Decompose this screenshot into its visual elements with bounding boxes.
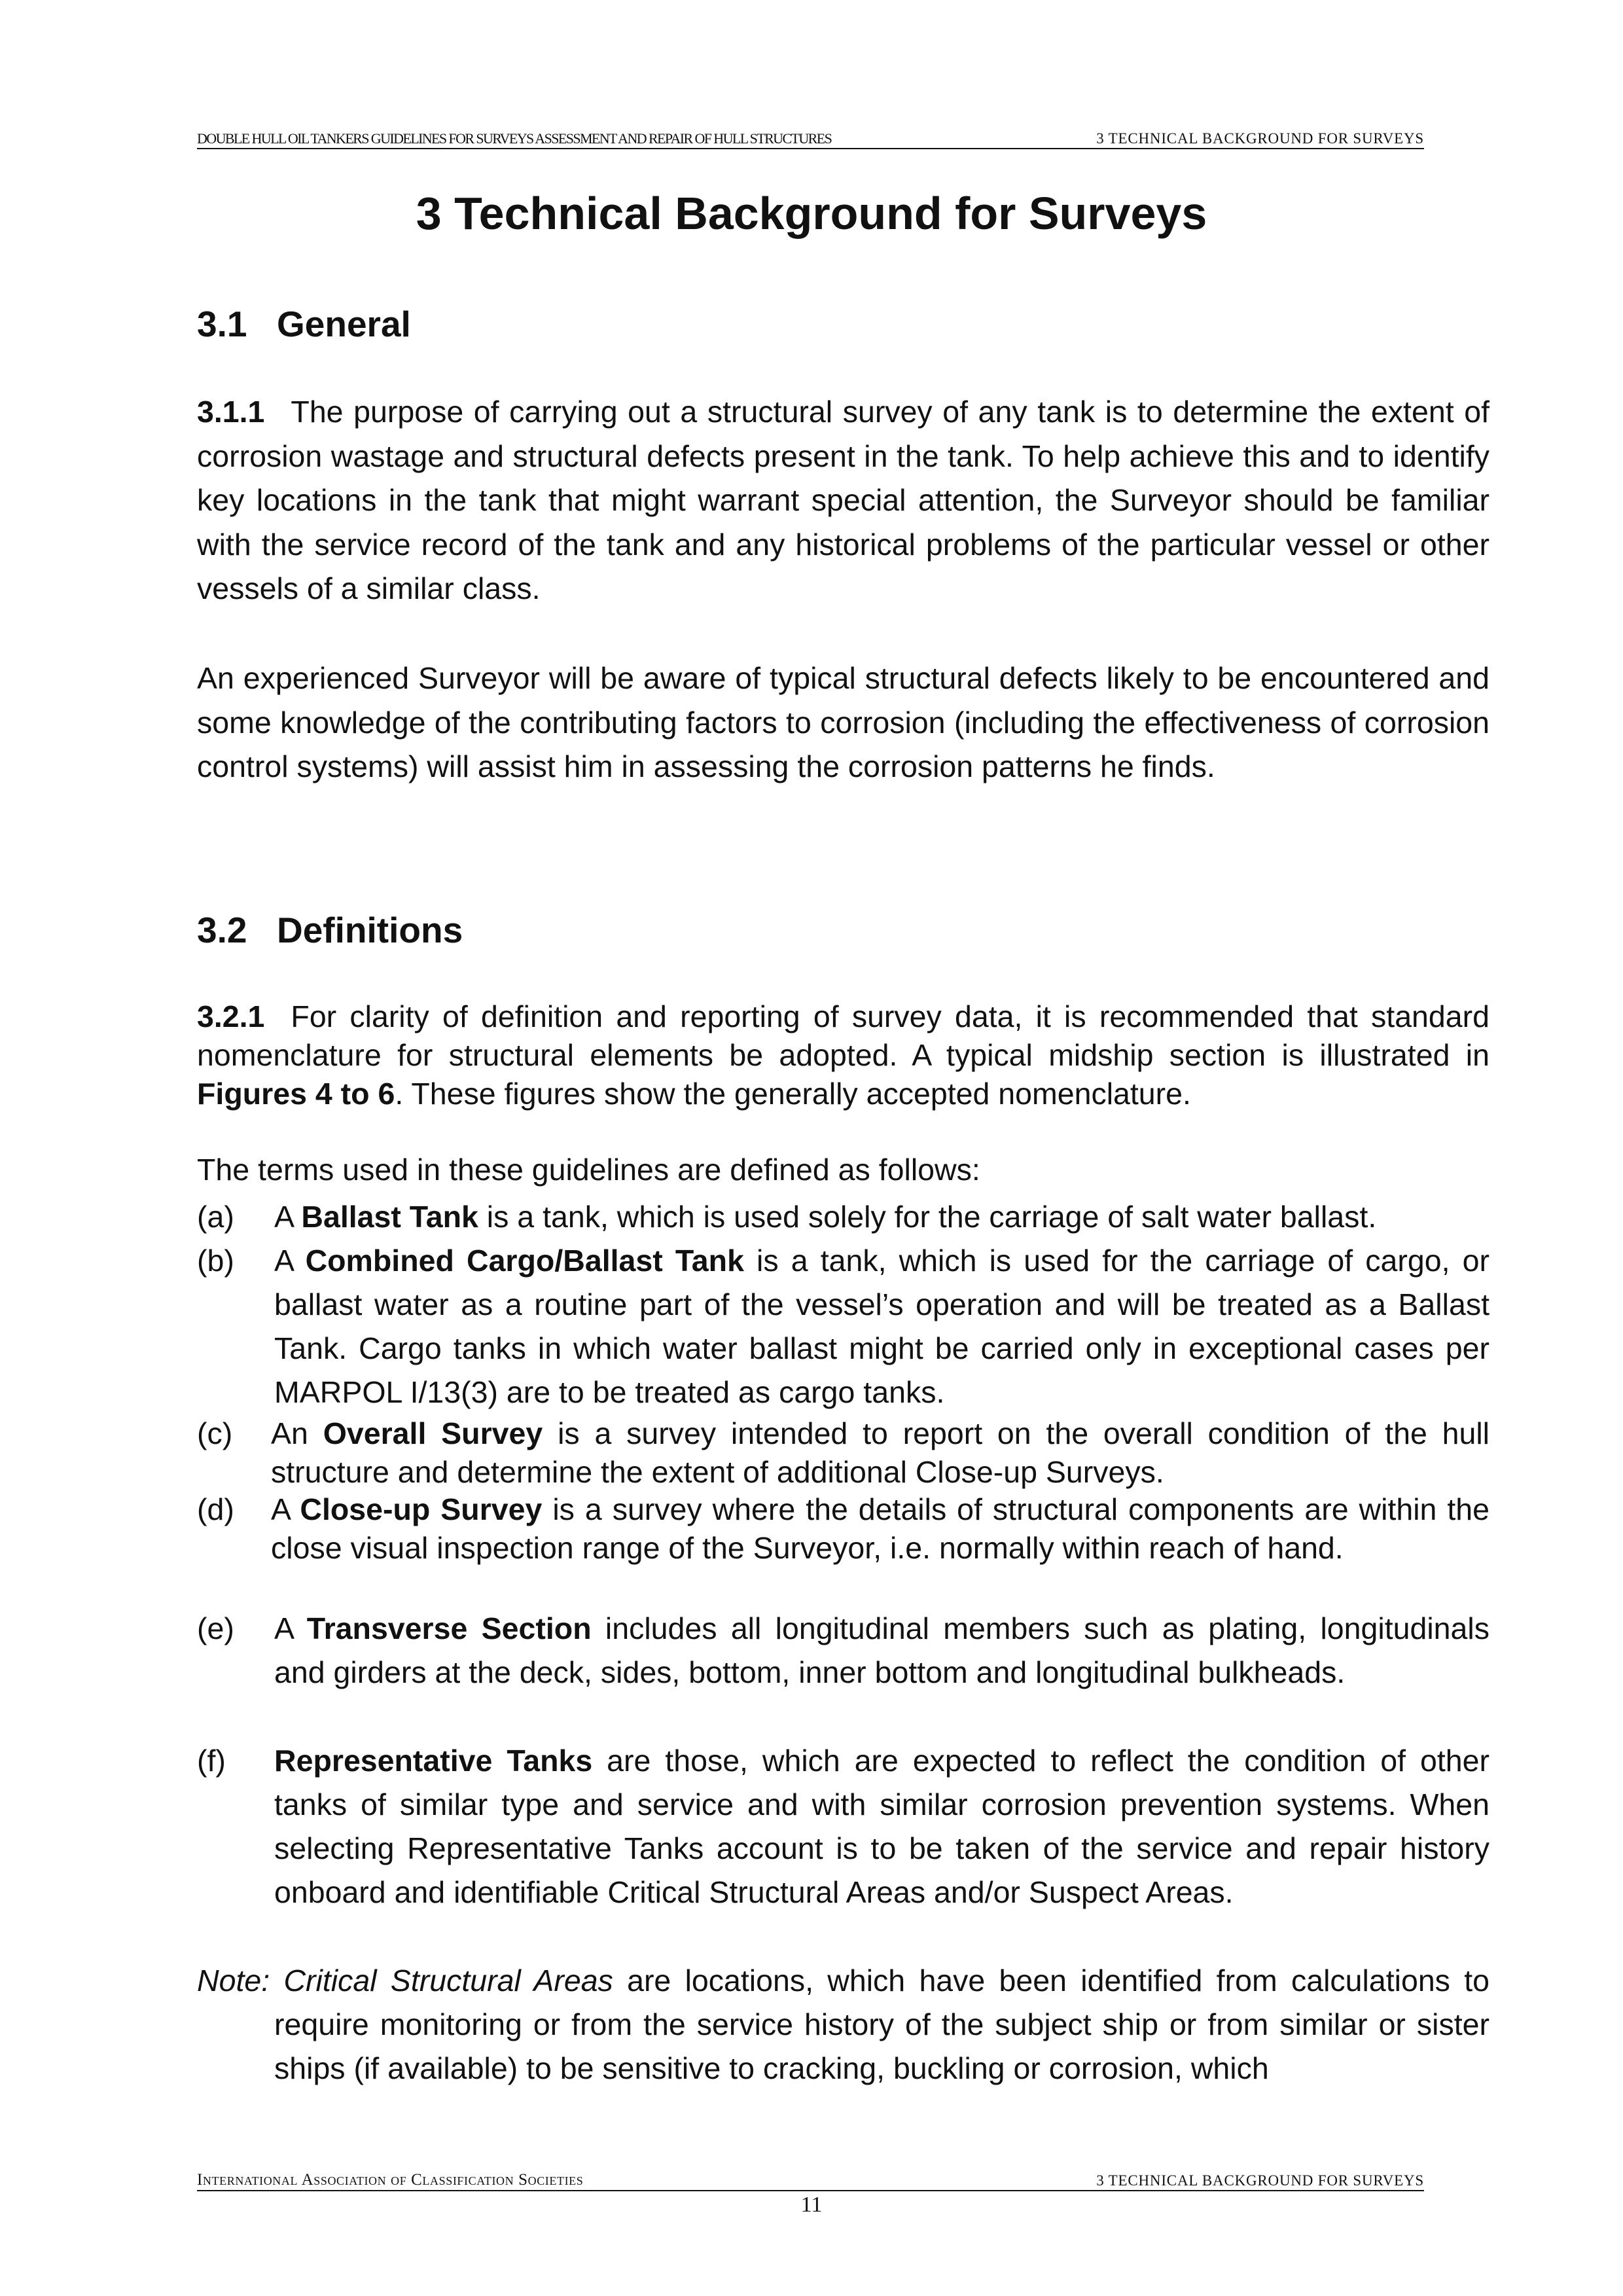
definition-label: (a)	[197, 1200, 234, 1234]
definition-text: are those, which are expected to reflect the condition of other tanks of similar type and service and with similar corrosion prevention systems. When selecting Representative Tanks account is to be taken of the service and repair history onboard and identifiable Critical Structural Areas and/or Suspect Areas.	[274, 1744, 1489, 1909]
section-number: 3.1	[197, 304, 247, 344]
footer-organization: International Association of Classification Societies	[197, 2171, 584, 2189]
definition-label: (d)	[197, 1492, 234, 1526]
section-heading-general	[197, 306, 411, 342]
definition-text: is a survey where the details of structural components are within the close visual inspection range of the Surveyor, i.e. normally within reach of hand.	[271, 1492, 1489, 1565]
definition-term: Representative Tanks	[274, 1744, 593, 1778]
definition-term: Transverse Section	[306, 1611, 592, 1645]
paragraph-text: For clarity of definition and reporting of survey data, it is recommended that standard nomenclature for structural elements be adopted. A typical midship section is illustrated in	[197, 999, 1489, 1072]
definition-label: (e)	[197, 1611, 234, 1645]
paragraph-text-end: . These figures show the generally accepted nomenclature.	[395, 1077, 1191, 1111]
paragraph-number: 3.2.1	[197, 999, 265, 1033]
paragraph-3-1-1	[197, 390, 1489, 611]
chapter-title: 3 Technical Background for Surveys	[416, 188, 1207, 239]
definition-a	[197, 1195, 1489, 1234]
critical-areas-note	[197, 1959, 1489, 2090]
definition-term: Combined Cargo/Ballast Tank	[305, 1244, 744, 1278]
header-document-title: DOUBLE HULL OIL TANKERS GUIDELINES FOR SURVEYS ASSESSMENT AND REPAIR OF HULL STRUCTURES	[197, 130, 832, 147]
running-footer	[197, 2170, 1424, 2191]
definition-text: is a tank, which is used solely for the carriage of salt water ballast.	[478, 1200, 1377, 1234]
definition-term: Close-up Survey	[300, 1492, 543, 1526]
paragraph-text: The purpose of carrying out a structural survey of any tank is to determine the extent of corrosion wastage and structural defects present in the tank. To help achieve this and to identify key locations in the tank that might warrant special attention, the Surveyor should be familiar with the service record of the tank and any historical problems of the particular vessel or other vessels of a similar class.	[197, 395, 1489, 605]
definition-label: (c)	[197, 1416, 233, 1450]
header-chapter-title: 3 TECHNICAL BACKGROUND FOR SURVEYS	[1096, 130, 1424, 147]
definition-lead: An	[271, 1416, 323, 1450]
definition-f	[197, 1739, 1489, 1958]
section-number: 3.2	[197, 910, 247, 950]
section-title: General	[277, 304, 411, 344]
section-heading-definitions	[197, 912, 463, 948]
definition-label: (f)	[197, 1744, 226, 1778]
definition-text: is a survey intended to report on the overall condition of the hull structure and determine the extent of additional Close-up Surveys.	[271, 1416, 1489, 1489]
definition-lead: A	[274, 1611, 307, 1645]
paragraph-number: 3.1.1	[197, 395, 265, 429]
definition-d	[197, 1490, 1489, 1606]
figure-reference: Figures 4 to 6	[197, 1077, 395, 1111]
paragraph-3-2-1	[197, 997, 1489, 1113]
definition-b	[197, 1239, 1489, 1414]
definition-text: is a tank, which is used for the carriage of cargo, or ballast water as a routine part of the vessel’s operation and will be treated as a Ballast Tank. Cargo tanks in which water ballast might be carried only in exceptional cases per MARPOL I/13(3) are to be treated as cargo tanks.	[274, 1244, 1489, 1409]
paragraph-experienced-surveyor: An experienced Surveyor will be aware of typical structural defects likely to be encountered and some knowledge of the contributing factors to corrosion (including the effectiveness of corrosion control systems) will assist him in assessing the corrosion patterns he finds.	[197, 661, 1489, 783]
definition-label: (b)	[197, 1244, 234, 1278]
running-header	[197, 128, 1424, 149]
definition-lead: A	[274, 1200, 302, 1234]
footer-chapter-title: 3 TECHNICAL BACKGROUND FOR SURVEYS	[1096, 2172, 1424, 2189]
definition-term: Ballast Tank	[301, 1200, 478, 1234]
terms-intro: The terms used in these guidelines are defined as follows:	[197, 1153, 980, 1187]
note-label: Note:	[197, 1964, 270, 1998]
definition-term: Overall Survey	[323, 1416, 543, 1450]
definition-e	[197, 1607, 1489, 1738]
note-term: Critical Structural Areas	[283, 1964, 613, 1998]
definition-text: includes all longitudinal members such as plating, longitudinals and girders at the deck, sides, bottom, inner bottom and longitudinal bulkheads.	[274, 1611, 1489, 1689]
definition-lead: A	[271, 1492, 300, 1526]
definition-c	[197, 1414, 1489, 1492]
section-title: Definitions	[277, 910, 463, 950]
note-text: are locations, which have been identified from calculations to require monitoring or from the service history of the subject ship or from similar or sister ships (if available) to be sensitive to cracking, buckling or corrosion, which	[274, 1964, 1489, 2085]
definition-lead: A	[274, 1244, 306, 1278]
page-number: 11	[800, 2193, 823, 2217]
